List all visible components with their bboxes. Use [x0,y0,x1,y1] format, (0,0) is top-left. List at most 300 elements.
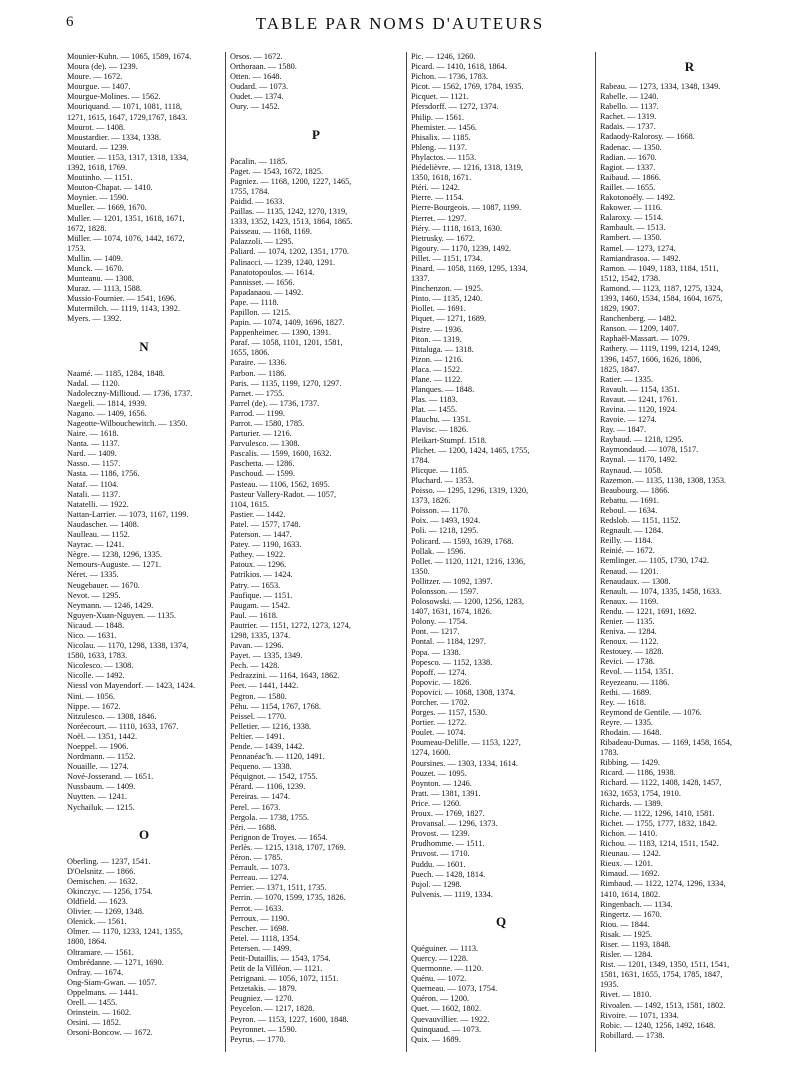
index-entry: Paschoud. — 1599. [230,469,295,479]
index-entry: Oudet. — 1374. [230,92,284,102]
index-entry: Renaux. — 1169. [600,596,659,606]
index-entry: Panatotopoulos. — 1614. [230,267,315,277]
index-entry: Paidid. — 1633. [230,196,285,206]
index-entry: Müller. — 1074, 1076, 1442, 1672, [67,233,185,243]
index-entry: Ong-Siam-Gwan. — 1057. [67,977,157,987]
index-entry: 1298, 1335, 1374. [230,630,291,640]
index-entry: Pigoury. — 1170, 1239, 1492. [411,243,512,253]
index-entry: Richet. — 1755, 1777, 1832, 1842. [600,818,718,828]
index-entry: Nicaud. — 1848. [67,620,125,630]
index-entry: 1393, 1460, 1534, 1584, 1604, 1675, [600,293,723,303]
index-entry: Renoux. — 1122. [600,637,659,647]
index-entry: Quix. — 1689. [411,1034,461,1044]
index-entry: Nevot. — 1295. [67,590,121,600]
index-entry: Moura (de). — 1239. [67,62,138,72]
index-entry: Nicolesco. — 1308. [67,661,134,671]
index-entry: Pratt. — 1381, 1391. [411,788,481,798]
index-entry: Radais. — 1737. [600,122,656,132]
letter-heading: O [138,826,150,842]
index-entry: Riou. — 1844. [600,919,650,929]
index-entry: Robillard. — 1738. [600,1030,665,1040]
index-column-2 [225,52,406,1052]
index-entry: Pastier. — 1442. [230,509,286,519]
index-entry: Pequeno. — 1338. [230,762,292,772]
index-entry: Revici. — 1738. [600,657,655,667]
index-entry: Picot. — 1562, 1769, 1784, 1935. [411,82,524,92]
index-entry: Pierret. — 1297. [411,213,467,223]
index-entry: Rabello. — 1137. [600,102,659,112]
letter-heading: P [312,126,320,142]
index-entry: Parrel (de). — 1736, 1737. [230,398,320,408]
index-entry: Pontal. — 1184, 1297. [411,637,486,647]
index-entry: Pannisset. — 1656. [230,277,295,287]
index-entry: Payet. — 1335, 1349. [230,651,303,661]
index-entry: Pouzet. — 1095. [411,768,467,778]
index-entry: Noeppel. — 1906. [67,742,129,751]
index-entry: Raybaud. — 1218, 1295. [600,435,684,445]
index-entry: Neugebauer. — 1670. [67,580,140,590]
index-entry: 1581, 1631, 1655, 1754, 1785, 1847, [600,970,723,980]
index-entry: Raynaud. — 1058. [600,465,663,475]
index-entry: Peyron. — 1153, 1227, 1600, 1848. [230,1014,349,1024]
index-entry: Paris. — 1135, 1199, 1270, 1297. [230,378,342,388]
index-entry: Mourgue. — 1407. [67,82,131,92]
index-entry: Quéron. — 1200. [411,994,470,1004]
index-entry: Risler. — 1284. [600,950,653,960]
index-entry: Nageotte-Wilbouchewitch. — 1350. [67,419,188,428]
index-entry: Piton. — 1319. [411,334,462,344]
index-entry: Moynier. — 1590. [67,193,129,203]
index-entry: Mouton-Chapat. — 1410. [67,183,153,193]
index-entry: Pluchard. — 1353. [411,475,474,485]
index-entry: Orinstein. — 1602. [67,1008,132,1018]
index-entry: Risak. — 1925. [600,929,653,939]
index-entry: Quermonne. — 1120. [411,964,484,974]
index-entry: Raibaud. — 1866. [600,172,661,182]
index-entry: Paufique. — 1151. [230,590,293,600]
letter-heading: N [139,338,149,354]
index-entry: Ravoie. — 1274. [600,415,657,425]
index-entry: Pizon. — 1216. [411,354,464,364]
index-entry: Moustardier. — 1334, 1338. [67,132,162,142]
index-entry: Ringertz. — 1670. [600,909,662,919]
index-entry: Riche. — 1122, 1296, 1410, 1581. [600,808,715,818]
index-entry: Oppelmans. — 1441. [67,987,138,997]
index-entry: Moutier. — 1153, 1317, 1318, 1334, [67,152,189,162]
index-entry: Nitzulesco. — 1308, 1846. [67,711,157,721]
index-entry: Picard. — 1410, 1618, 1864. [411,62,507,72]
index-entry: Péhu. — 1154, 1767, 1768. [230,701,321,711]
index-entry: Pinard. — 1058, 1169, 1295, 1334, [411,263,528,273]
page-number: 6 [66,14,74,30]
index-entry: Quénu. — 1072. [411,974,467,984]
index-entry: Radaody-Ralorosy. — 1668. [600,132,695,142]
index-entry: Orsoni-Boncow. — 1672. [67,1028,153,1038]
index-entry: Beaubourg. — 1866. [600,485,670,495]
index-entry: Perrin. — 1070, 1599, 1735, 1826. [230,893,346,903]
index-entry: 1396, 1457, 1606, 1626, 1806, [600,354,702,364]
index-entry: Péquignot. — 1542, 1755. [230,772,318,782]
index-entry: Nussbaum. — 1409. [67,782,136,792]
index-entry: Rist. — 1201, 1349, 1350, 1511, 1541, [600,960,730,970]
index-entry: Plichet. — 1200, 1424, 1465, 1755, [411,445,530,455]
index-entry: Puddu. — 1601. [411,859,466,869]
index-entry: Reyezeanu. — 1186. [600,677,670,687]
index-entry: Natatelli. — 1922. [67,499,129,509]
index-entry: Ramond. — 1123, 1187, 1275, 1324, [600,283,723,293]
index-entry: Phylactos. — 1153. [411,152,477,162]
index-entry: Ramon. — 1049, 1183, 1184, 1511, [600,263,719,273]
index-entry: Polosowski. — 1200, 1256, 1283, [411,597,524,607]
index-entry: Péri. — 1688. [230,822,277,832]
index-entry: Rabeau. — 1273, 1334, 1348, 1349. [600,82,721,91]
index-entry: Parrot. — 1580, 1785. [230,419,305,428]
index-entry: Peyronnet. — 1590. [230,1024,297,1034]
index-entry: Ravault. — 1154, 1351. [600,384,680,394]
index-entry: Mutermilch. — 1119, 1143, 1392. [67,304,180,314]
index-entry: Reilly. — 1184. [600,536,653,546]
index-entry: Peet. — 1441, 1442. [230,681,299,691]
index-entry: Ramiandrasoa. — 1492. [600,253,681,263]
index-entry: Nicolle. — 1492. [67,671,125,681]
index-entry: Paliard. — 1074, 1202, 1351, 1770. [230,247,349,257]
index-entry: Porcher. — 1702. [411,698,470,707]
index-entry: Otten. — 1648. [230,72,282,82]
index-entry: Patry. — 1653. [230,580,281,590]
index-entry: Puech. — 1428, 1814. [411,869,486,879]
index-entry: 1783. [600,748,619,758]
index-entry: Petzetakis. — 1879. [230,984,297,994]
index-entry: Nemours-Auguste. — 1271. [67,560,162,570]
index-entry: Mouriquand. — 1071, 1081, 1118, [67,102,183,112]
index-entry: Nové-Josserand. — 1651. [67,772,154,782]
index-entry: Orsos. — 1672. [230,52,283,61]
index-entry: Pont. — 1217. [411,627,460,637]
index-entry: Richard. — 1122, 1408, 1428, 1457, [600,778,722,788]
index-entry: Pagniez. — 1168, 1200, 1227, 1465, [230,176,352,186]
index-entry: Nasta. — 1186, 1756. [67,469,140,479]
index-entry: Plavisc. — 1826. [411,425,469,435]
index-entry: 1274, 1600. [411,748,451,758]
index-entry: Palinacci. — 1239, 1240, 1291. [230,257,336,267]
index-entry: Remlinger. — 1105, 1730, 1742. [600,556,709,566]
index-entry: Policard. — 1593, 1639, 1768. [411,536,514,546]
index-entry: Reniva. — 1284. [600,627,657,637]
index-entry: Paisseau. — 1168, 1169. [230,227,312,237]
index-entry: Pérard. — 1106, 1239. [230,782,306,792]
index-entry: Pathey. — 1922. [230,550,286,560]
index-column-4 [595,52,783,1052]
index-entry: Peyrus. — 1770. [230,1034,286,1044]
index-entry: Reyre. — 1335. [600,717,653,727]
index-entry: 1655, 1806. [230,348,270,358]
index-entry: Reymond de Gentile. — 1076. [600,707,702,717]
index-entry: Naulleau. — 1152. [67,530,130,540]
index-entry: 1104, 1615. [230,499,270,509]
index-entry: Papin. — 1074, 1409, 1696, 1827. [230,318,345,328]
index-entry: Parturier. — 1216. [230,429,292,439]
index-entry: Papadanaou. — 1492. [230,287,304,297]
index-entry: Pegron. — 1580. [230,691,287,701]
index-entry: Provost. — 1239. [411,829,470,839]
index-entry: Polonsson. — 1597. [411,586,479,596]
index-entry: Poulet. — 1074. [411,728,466,738]
index-entry: Pleikart-Stumpf. 1518. [411,435,487,445]
index-entry: Popa. — 1338. [411,647,461,657]
index-entry: Patel. — 1577, 1748. [230,519,301,529]
index-entry: 1632, 1653, 1754, 1910. [600,788,681,798]
index-columns [63,52,783,1072]
index-entry: Pape. — 1118. [230,297,279,307]
index-entry: Ravaut. — 1241, 1761. [600,394,678,404]
index-entry: Pappenheimer. — 1390, 1391. [230,328,331,338]
index-entry: Phisalix. — 1185. [411,132,471,142]
index-entry: Plat. — 1455. [411,405,458,415]
index-entry: Nychailuk. — 1215. [67,802,135,812]
index-entry: Muraz. — 1113, 1588. [67,284,142,294]
index-entry: Orthoraan. — 1580. [230,62,297,72]
index-entry: Mourot. — 1408. [67,122,126,132]
index-entry: Rakotonoély. — 1492. [600,193,676,203]
index-entry: Pollet. — 1120, 1121, 1216, 1336, [411,556,526,566]
index-entry: Popesco. — 1152, 1338. [411,657,493,667]
index-entry: Pinchenzon. — 1925. [411,284,483,294]
index-entry: Munteanu. — 1308. [67,274,134,284]
index-entry: Rieunau. — 1242. [600,849,661,859]
index-entry: Paterson. — 1447. [230,530,292,540]
index-entry: Ralaroxy. — 1514. [600,213,664,223]
index-entry: Rethi. — 1689. [600,687,652,697]
index-entry: Nard. — 1409. [67,449,117,459]
index-entry: Oltramare. — 1561. [67,947,134,957]
index-entry: Piéri. — 1242. [411,183,460,193]
index-entry: Natali. — 1137. [67,489,121,499]
index-entry: Provansal. — 1296, 1373. [411,819,498,829]
index-entry: Péron. — 1785. [230,853,283,863]
index-entry: Peugniez. — 1270. [230,994,294,1004]
index-entry: Porges. — 1157, 1530. [411,708,488,718]
index-entry: Mueller. — 1669, 1670. [67,203,147,213]
index-entry: Nico. — 1631. [67,630,117,640]
index-entry: Pascalis. — 1599, 1600, 1632. [230,449,332,459]
index-entry: Planques. — 1848. [411,385,475,395]
index-entry: Perreau. — 1274. [230,873,289,883]
index-column-3 [406,52,595,1052]
index-entry: 1350. [411,566,430,576]
index-entry: Ratier. — 1335. [600,374,654,384]
index-entry: Orsini. — 1852. [67,1018,121,1028]
index-entry: Pasteau. — 1106, 1562, 1695. [230,479,330,489]
index-entry: Parvulesco. — 1308. [230,439,300,449]
index-entry: Muller. — 1201, 1351, 1618, 1671, [67,213,185,223]
index-entry: Rachet. — 1319. [600,112,657,122]
index-entry: 1512, 1542, 1738. [600,273,661,283]
index-entry: Raphaël-Massart. — 1079. [600,334,690,344]
index-entry: Perel. — 1673. [230,802,281,812]
index-entry: 1373, 1826. [411,496,451,506]
index-entry: Pasteur Vallery-Radot. — 1057, [230,489,337,499]
index-entry: Rabelle. — 1240. [600,92,659,102]
index-entry: Rambert. — 1350. [600,233,662,243]
index-entry: 1333, 1352, 1423, 1513, 1864, 1865. [230,217,353,227]
index-entry: Ragiot. — 1337. [600,162,656,172]
index-entry: Oberling. — 1237, 1541. [67,856,151,866]
index-entry: Petersen. — 1499. [230,943,292,953]
index-entry: Perrault. — 1073. [230,863,290,873]
index-entry: Piéry. — 1118, 1613, 1630. [411,223,503,233]
index-entry: Nguyen-Xuan-Nguyen. — 1135. [67,610,176,620]
index-entry: Raynal. — 1170, 1492. [600,455,678,465]
index-entry: Pautrier. — 1151, 1272, 1273, 1274, [230,620,351,630]
index-entry: Oudard. — 1073. [230,82,289,92]
index-entry: Nanta. — 1137. [67,439,120,449]
letter-heading: R [684,59,695,74]
index-entry: Ribadeau-Dumas. — 1169, 1458, 1654, [600,738,732,748]
index-entry: Rivoalen. — 1492, 1513, 1581, 1802. [600,1000,726,1010]
index-entry: Paget. — 1543, 1672, 1825. [230,166,324,176]
index-entry: Rivoire. — 1071, 1334. [600,1010,679,1020]
index-entry: Proux. — 1769, 1827. [411,809,485,819]
index-entry: Patrikios. — 1424. [230,570,293,580]
index-entry: Petel. — 1118, 1354. [230,933,300,943]
index-entry: Redslob. — 1151, 1152. [600,516,681,526]
index-entry: Pierre-Bourgeois. — 1087, 1199. [411,203,522,213]
index-entry: Rimaud. — 1692. [600,869,660,879]
index-entry: Parbon. — 1186. [230,368,287,378]
index-entry: Poisson. — 1170. [411,506,470,516]
index-entry: 1825, 1847. [600,364,640,374]
index-entry: Raymondaud. — 1078, 1517. [600,445,699,455]
index-entry: Pergola. — 1738, 1755. [230,812,310,822]
index-entry: Richon. — 1410. [600,828,658,838]
index-entry: Ranson. — 1209, 1407. [600,324,679,334]
index-entry: Oemischen. — 1632. [67,876,138,886]
index-entry: Paschetta. — 1286. [230,459,295,469]
index-entry: Mussio-Fournier. — 1541, 1696. [67,294,177,304]
index-entry: Olenick. — 1561. [67,917,127,927]
index-entry: Revol. — 1154, 1351. [600,667,674,677]
index-entry: Pende. — 1439, 1442. [230,742,305,751]
index-entry: Poumeau-Delille. — 1153, 1227, [411,738,521,748]
index-entry: 1784. [411,455,430,465]
index-entry: Mullin. — 1409. [67,253,123,263]
index-entry: Poursines. — 1303, 1334, 1614. [411,758,518,768]
index-entry: Neymann. — 1246, 1429. [67,600,154,610]
index-entry: Nouaille. — 1274. [67,762,129,772]
index-entry: Plane. — 1122. [411,375,463,384]
index-entry: Pulvenis. — 1119, 1334. [411,889,493,899]
index-entry: Richards. — 1389. [600,798,663,808]
index-entry: Pfersdorff. — 1272, 1374. [411,102,499,112]
index-entry: Ray. — 1847. [600,425,647,435]
index-entry: Rivet. — 1810. [600,990,652,1000]
index-entry: Nicolau. — 1170, 1298, 1338, 1374, [67,641,189,651]
index-entry: Rendu. — 1221, 1691, 1692. [600,606,697,616]
index-entry: Pereiras. — 1474. [230,792,290,802]
index-entry: Perignon de Troyes. — 1654. [230,832,328,842]
index-entry: Pic. — 1246, 1260. [411,52,476,61]
index-entry: Pavan. — 1296. [230,641,284,651]
index-entry: Raillet. — 1655. [600,182,656,192]
index-entry: Pollak. — 1596. [411,546,466,556]
index-entry: Ombrédanne. — 1271, 1690. [67,957,164,967]
index-entry: Peissel. — 1770. [230,711,287,721]
index-entry: Rieux. — 1201. [600,859,654,869]
index-entry: Renier. — 1135. [600,616,655,626]
index-entry: Polony. — 1754. [411,617,468,627]
index-entry: Parrod. — 1199. [230,408,285,418]
index-entry: Piquet. — 1271, 1689. [411,314,487,324]
index-entry: Naire. — 1618. [67,429,119,439]
index-entry: Ranchenberg. — 1482. [600,314,677,324]
index-entry: Poynton. — 1246. [411,778,472,788]
index-entry: Ringenbach. — 1134. [600,899,673,909]
index-entry: Niessl von Mayendorf. — 1423, 1424. [67,681,196,691]
index-entry: Pruvost. — 1710. [411,849,470,859]
index-entry: Nini. — 1056. [67,691,115,701]
index-entry: 1935. [600,980,619,990]
index-entry: D'Oelsnitz. — 1866. [67,866,136,876]
index-entry: Rambault. — 1513. [600,223,666,233]
index-entry: 1337. [411,274,430,284]
index-entry: Pennanéac'h. — 1120, 1491. [230,752,325,762]
index-entry: Rimbaud. — 1122, 1274, 1296, 1334, [600,879,726,889]
index-entry: Papillon. — 1215. [230,307,291,317]
index-entry: Quet. — 1602, 1802. [411,1004,482,1014]
index-entry: Patey. — 1190, 1633. [230,540,302,550]
index-entry: Piollet. — 1691. [411,304,466,314]
index-entry: Nippe. — 1672. [67,701,121,711]
index-entry: Reboul. — 1634. [600,505,658,515]
index-entry: Nègre. — 1238, 1296, 1335. [67,550,162,560]
index-entry: Pescher. — 1698. [230,923,289,933]
index-column-1 [63,52,225,1052]
index-entry: Pichon. — 1736, 1783. [411,72,488,82]
index-entry: Poli. — 1218, 1295. [411,526,479,536]
index-entry: Plicque. — 1185. [411,465,469,475]
index-entry: Perrot. — 1633. [230,903,284,913]
index-entry: Nadoleczny-Millioud. — 1736, 1737. [67,388,193,398]
index-entry: 1672, 1828. [67,223,107,233]
index-entry: Ricard. — 1186, 1938. [600,768,676,778]
index-entry: 1271, 1615, 1647, 1729,1767, 1843. [67,112,188,122]
index-entry: Renaud. — 1201. [600,566,659,576]
index-entry: Pillet. — 1151, 1734. [411,253,483,263]
index-entry: Okinczyc. — 1256, 1754. [67,886,153,896]
index-entry: Renault. — 1074, 1335, 1458, 1633. [600,586,722,596]
index-entry: Patoux. — 1296. [230,560,287,570]
index-entry: Poisso. — 1295, 1296, 1319, 1320, [411,486,529,496]
index-entry: Nayrac. — 1241. [67,540,125,550]
index-entry: Pietrusky. — 1672. [411,233,475,243]
index-entry: 1755, 1784. [230,186,270,196]
index-entry: 1350, 1618, 1671. [411,173,472,183]
index-entry: 1829, 1907. [600,304,640,314]
index-entry: Nagano. — 1409, 1656. [67,408,147,418]
index-entry: Oldfield. — 1623. [67,897,128,907]
index-entry: Quevauvillier. — 1922. [411,1014,490,1024]
index-entry: Myers. — 1392. [67,314,122,324]
index-entry: Paraire. — 1336. [230,358,287,368]
index-entry: Pollitzer. — 1092, 1397. [411,576,493,586]
index-entry: Pistre. — 1936. [411,324,464,334]
index-entry: Portier. — 1272. [411,718,467,728]
index-entry: Moure. — 1672. [67,72,123,82]
index-entry: Renaudaux. — 1308. [600,576,671,586]
index-entry: Orell. — 1455. [67,997,118,1007]
index-entry: Prudhomme. — 1511. [411,839,485,849]
index-entry: Quercy. — 1228. [411,953,469,963]
